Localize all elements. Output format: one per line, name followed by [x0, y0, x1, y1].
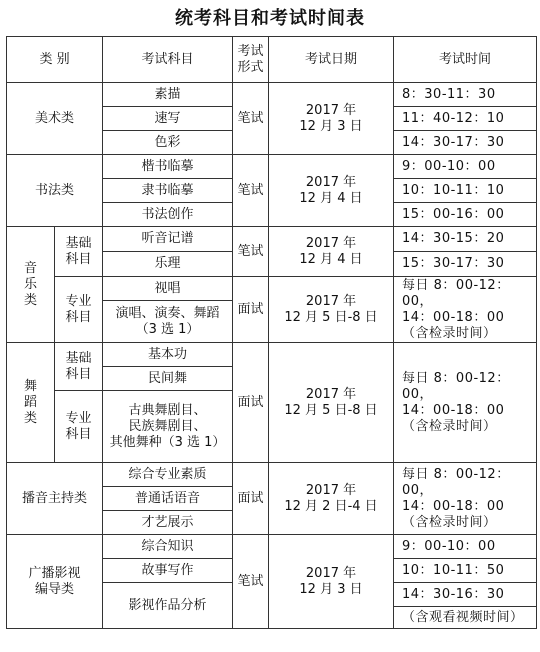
- time-cell: 10：10-11：10: [394, 179, 537, 203]
- date-cell: 2017 年 12 月 4 日: [269, 155, 394, 227]
- date-cell: 2017 年 12 月 2 日-4 日: [269, 463, 394, 535]
- time-cell: 11：40-12：10: [394, 107, 537, 131]
- subject-cell: 视唱: [103, 277, 233, 301]
- date-cell: 2017 年 12 月 3 日: [269, 83, 394, 155]
- table-row: [7, 227, 537, 252]
- table-row: [7, 277, 537, 301]
- time-cell: 每日 8：00-12：00， 14：00-18：00 （含检录时间）: [394, 343, 537, 463]
- subject-cell: 基本功: [103, 343, 233, 367]
- subject-cell: 综合知识: [103, 535, 233, 559]
- header-category: 类 别: [7, 37, 103, 83]
- header-subject: 考试科目: [103, 37, 233, 83]
- subject-cell: 才艺展示: [103, 511, 233, 535]
- date-cell: 2017 年 12 月 5 日-8 日: [269, 277, 394, 343]
- subcategory-cell: 基础 科目: [55, 227, 103, 277]
- time-cell: 9：00-10：00: [394, 155, 537, 179]
- subject-cell: 影视作品分析: [103, 583, 233, 629]
- form-cell: 面试: [233, 277, 269, 343]
- time-cell: 10：10-11：50: [394, 559, 537, 583]
- date-cell: 2017 年 12 月 5 日-8 日: [269, 343, 394, 463]
- form-cell: 笔试: [233, 83, 269, 155]
- subject-cell: 楷书临摹: [103, 155, 233, 179]
- time-cell: 每日 8：00-12：00， 14：00-18：00 （含检录时间）: [394, 463, 537, 535]
- subject-cell: 速写: [103, 107, 233, 131]
- time-cell: 每日 8：00-12：00， 14：00-18：00 （含检录时间）: [394, 277, 537, 343]
- form-cell: 笔试: [233, 155, 269, 227]
- header-row: [7, 37, 537, 83]
- time-cell: 15：00-16：00: [394, 203, 537, 227]
- time-cell: 14：30-17：30: [394, 131, 537, 155]
- time-cell: 14：30-16：30: [394, 583, 537, 607]
- category-cell: 播音主持类: [7, 463, 103, 535]
- subcategory-cell: 基础 科目: [55, 343, 103, 391]
- header-time: 考试时间: [394, 37, 537, 83]
- category-cell: 书法类: [7, 155, 103, 227]
- table-row: [7, 155, 537, 179]
- table-row: [7, 535, 537, 559]
- subject-cell: 演唱、演奏、舞蹈 （3 选 1）: [103, 301, 233, 343]
- subcategory-cell: 专业 科目: [55, 391, 103, 463]
- table-row: [7, 463, 537, 487]
- date-cell: 2017 年 12 月 4 日: [269, 227, 394, 277]
- subject-cell: 色彩: [103, 131, 233, 155]
- time-cell: 8：30-11：30: [394, 83, 537, 107]
- date-cell: 2017 年 12 月 3 日: [269, 535, 394, 629]
- category-cell: 广播影视 编导类: [7, 535, 103, 629]
- time-cell: 15：30-17：30: [394, 252, 537, 277]
- subject-cell: 综合专业素质: [103, 463, 233, 487]
- subject-cell: 普通话语音: [103, 487, 233, 511]
- form-cell: 面试: [233, 463, 269, 535]
- subject-cell: 乐理: [103, 252, 233, 277]
- category-cell: 舞 蹈 类: [7, 343, 55, 463]
- subject-cell: 故事写作: [103, 559, 233, 583]
- subject-cell: 隶书临摹: [103, 179, 233, 203]
- form-cell: 笔试: [233, 227, 269, 277]
- time-cell: 14：30-15：20: [394, 227, 537, 252]
- subject-cell: 素描: [103, 83, 233, 107]
- subject-cell: 书法创作: [103, 203, 233, 227]
- subject-cell: 民间舞: [103, 367, 233, 391]
- table-title: 统考科目和考试时间表: [175, 8, 365, 29]
- table-row: [7, 83, 537, 107]
- category-cell: 音 乐 类: [7, 227, 55, 343]
- subcategory-cell: 专业 科目: [55, 277, 103, 343]
- header-form: 考试 形式: [233, 37, 269, 83]
- table-row: [7, 343, 537, 367]
- form-cell: 笔试: [233, 535, 269, 629]
- time-cell: 9：00-10：00: [394, 535, 537, 559]
- category-cell: 美术类: [7, 83, 103, 155]
- subject-cell: 听音记谱: [103, 227, 233, 252]
- header-date: 考试日期: [269, 37, 394, 83]
- form-cell: 面试: [233, 343, 269, 463]
- subject-cell: 古典舞剧目、 民族舞剧目、 其他舞种（3 选 1）: [103, 391, 233, 463]
- time-cell: （含观看视频时间）: [394, 607, 537, 629]
- exam-schedule-table: [6, 36, 537, 629]
